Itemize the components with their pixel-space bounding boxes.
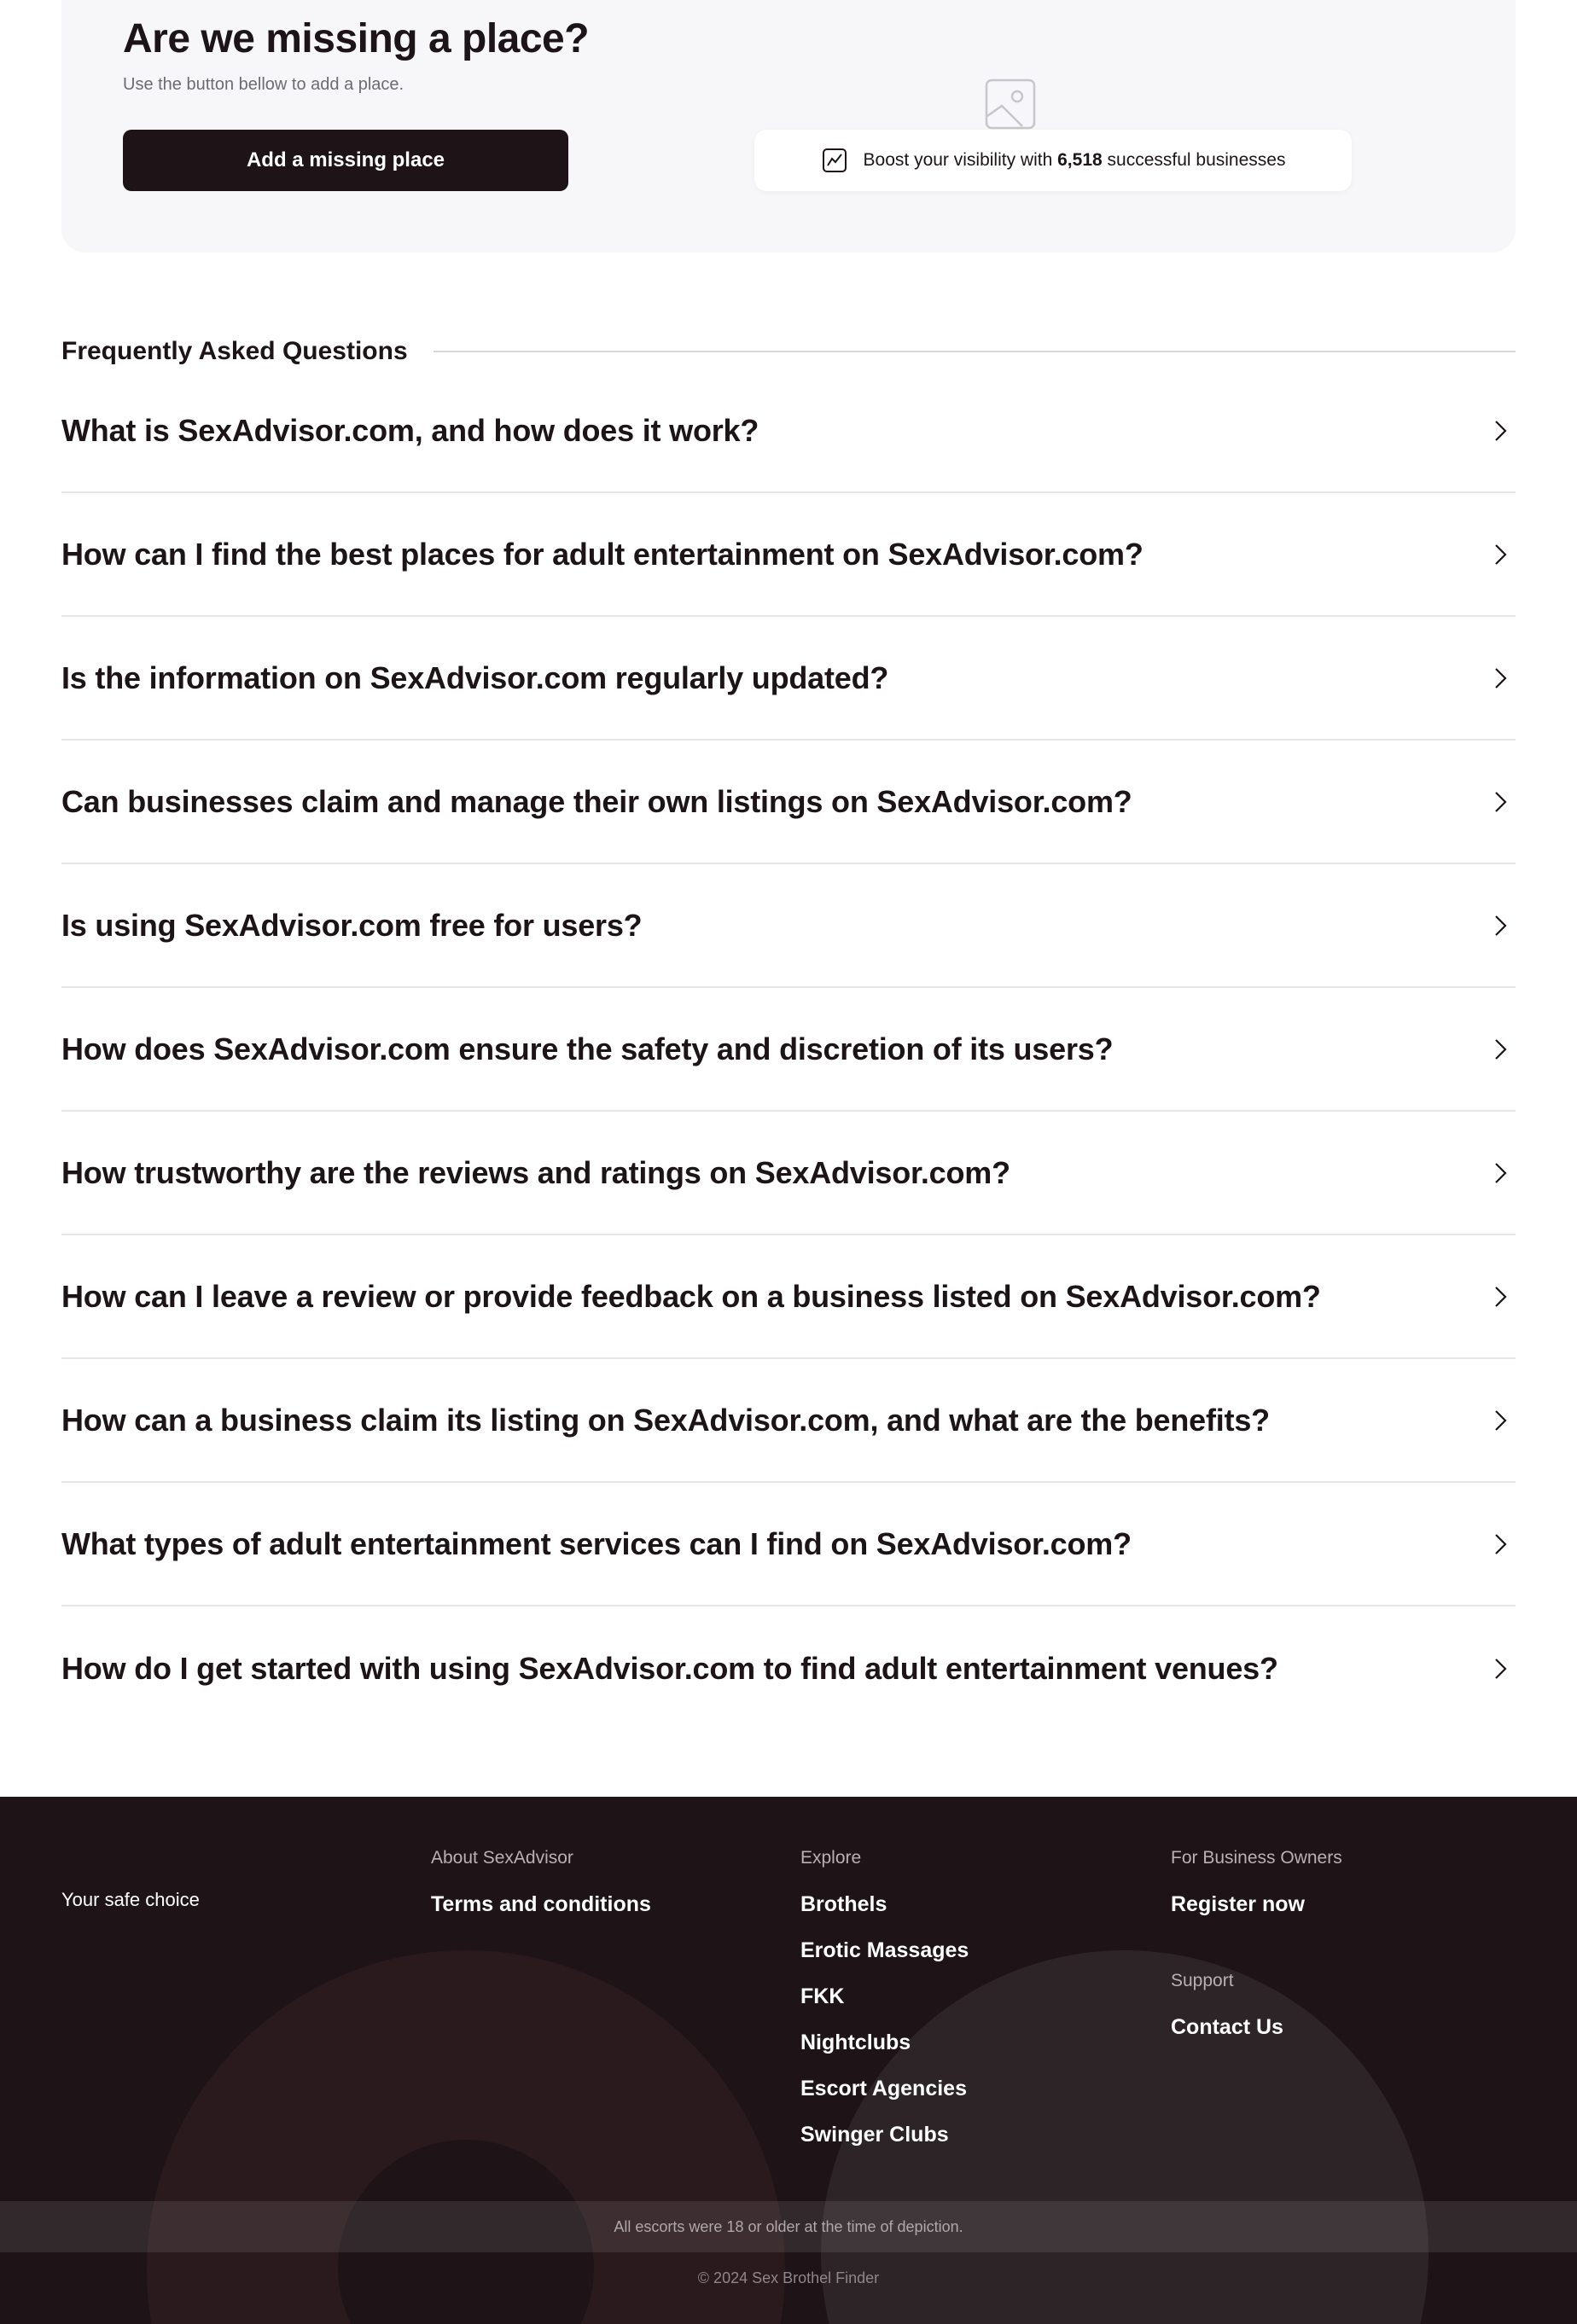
faq-item[interactable]	[61, 1483, 1516, 1606]
footer-link-swinger-clubs[interactable]: Swinger Clubs	[800, 2123, 949, 2147]
copyright-text: © 2024 Sex Brothel Finder	[697, 2269, 880, 2286]
chevron-right-icon	[1488, 914, 1512, 938]
boost-suffix: successful businesses	[1107, 150, 1286, 170]
faq-question: How can a business claim its listing on SexAdvisor.com, and what are the benefits?	[61, 1402, 1270, 1438]
missing-place-subtitle: Use the button bellow to add a place.	[123, 75, 404, 94]
faq-heading-divider	[434, 351, 1516, 352]
faq-question: Can businesses claim and manage their own listings on SexAdvisor.com?	[61, 783, 1132, 819]
footer-column-business	[1171, 1848, 1342, 1938]
faq-item[interactable]	[61, 369, 1516, 493]
footer-link-terms[interactable]: Terms and conditions	[431, 1892, 651, 1916]
faq-heading: Frequently Asked Questions	[61, 337, 408, 365]
chevron-right-icon	[1488, 1532, 1512, 1556]
faq-question: How do I get started with using SexAdvisor.com to find adult entertainment venues?	[61, 1650, 1278, 1686]
faq-question: How can I leave a review or provide feedback on a business listed on SexAdvisor.com?	[61, 1278, 1321, 1314]
missing-place-title: Are we missing a place?	[123, 16, 590, 61]
faq-question: How can I find the best places for adult entertainment on SexAdvisor.com?	[61, 536, 1143, 572]
faq-item[interactable]	[61, 1235, 1516, 1359]
age-disclaimer-bar	[0, 2201, 1577, 2252]
footer-heading-about: About SexAdvisor	[431, 1848, 573, 1868]
age-disclaimer-text: All escorts were 18 or older at the time of depiction.	[614, 2217, 963, 2235]
line-chart-icon	[821, 147, 848, 174]
chevron-right-icon	[1488, 666, 1512, 690]
footer-heading-explore: Explore	[800, 1848, 862, 1868]
chevron-right-icon	[1488, 1285, 1512, 1309]
faq-item[interactable]	[61, 1606, 1516, 1730]
footer-link-contact[interactable]: Contact Us	[1171, 2015, 1283, 2039]
footer-link-escort-agencies[interactable]: Escort Agencies	[800, 2077, 967, 2100]
footer-column-explore	[800, 1848, 969, 2169]
faq-item[interactable]	[61, 988, 1516, 1112]
footer-link-nightclubs[interactable]: Nightclubs	[800, 2031, 911, 2054]
footer-heading-support: Support	[1171, 1971, 1234, 1990]
faq-item[interactable]	[61, 1112, 1516, 1235]
faq-question: How does SexAdvisor.com ensure the safety and discretion of its users?	[61, 1031, 1114, 1066]
boost-visibility-pill	[754, 130, 1352, 191]
faq-question: Is the information on SexAdvisor.com regularly updated?	[61, 659, 889, 695]
faq-item[interactable]	[61, 617, 1516, 741]
chevron-right-icon	[1488, 1657, 1512, 1681]
footer-heading-business: For Business Owners	[1171, 1848, 1342, 1868]
footer-column-about	[431, 1848, 651, 1938]
chevron-right-icon	[1488, 1161, 1512, 1185]
faq-question: What is SexAdvisor.com, and how does it work?	[61, 412, 759, 448]
faq-question: How trustworthy are the reviews and ratings on SexAdvisor.com?	[61, 1154, 1010, 1190]
footer-column-support	[1171, 1971, 1283, 2061]
footer-link-erotic-massages[interactable]: Erotic Massages	[800, 1938, 969, 1962]
footer-link-register[interactable]: Register now	[1171, 1892, 1305, 1916]
footer-link-brothels[interactable]: Brothels	[800, 1892, 887, 1916]
chevron-right-icon	[1488, 543, 1512, 566]
boost-prefix: Boost your visibility with	[863, 150, 1053, 170]
faq-item[interactable]	[61, 741, 1516, 864]
faq-item[interactable]	[61, 864, 1516, 988]
chevron-right-icon	[1488, 419, 1512, 443]
image-placeholder-icon	[985, 78, 1036, 130]
faq-question: What types of adult entertainment services can I find on SexAdvisor.com?	[61, 1525, 1132, 1561]
faq-item[interactable]	[61, 493, 1516, 617]
boost-count: 6,518	[1057, 150, 1103, 170]
faq-header	[61, 334, 1516, 369]
add-missing-place-button[interactable]: Add a missing place	[123, 130, 568, 191]
footer-tagline: Your safe choice	[61, 1889, 200, 1910]
chevron-right-icon	[1488, 1037, 1512, 1061]
chevron-right-icon	[1488, 790, 1512, 814]
faq-list	[61, 369, 1516, 1730]
boost-text	[864, 150, 1286, 171]
faq-item[interactable]	[61, 1359, 1516, 1483]
faq-question: Is using SexAdvisor.com free for users?	[61, 907, 643, 943]
chevron-right-icon	[1488, 1409, 1512, 1432]
footer-link-fkk[interactable]: FKK	[800, 1984, 845, 2008]
